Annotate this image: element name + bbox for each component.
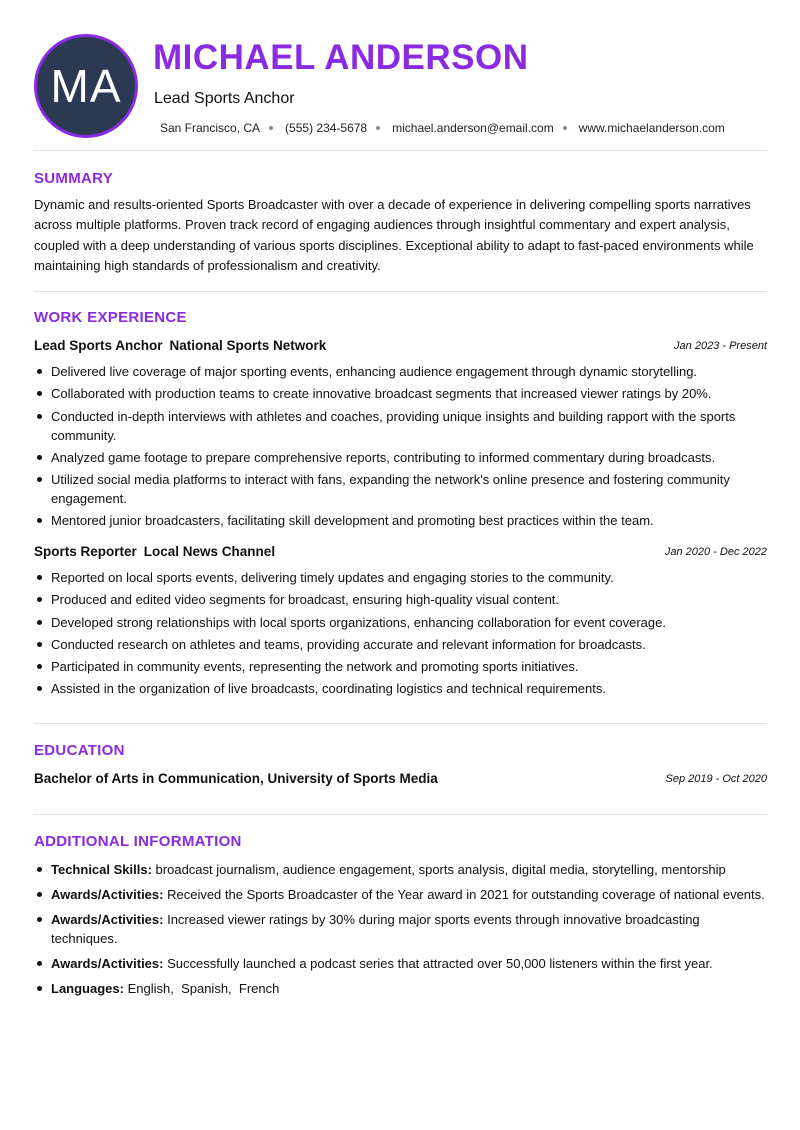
separator-dot: [376, 126, 380, 130]
list-item: [34, 910, 767, 948]
candidate-name: MICHAEL ANDERSON: [153, 38, 529, 77]
job-role-company: [34, 544, 275, 559]
work-experience-heading: WORK EXPERIENCE: [34, 309, 187, 326]
job-header: [34, 338, 767, 356]
list-item: Collaborated with production teams to create innovative broadcast segments that increased viewer ratings by 20%.: [34, 384, 767, 403]
summary-text: Dynamic and results-oriented Sports Broadcaster with over a decade of experience in delivering compelling sports narratives across multiple platforms. Proven track record of engaging audiences through insightful commentary and expert analysis, coupled with a deep understanding of various sports disciplines. Exceptional ability to adapt to fast-paced environments while maintaining high standards of professionalism and creativity.: [34, 197, 754, 273]
item-text: English, Spanish, French: [127, 981, 280, 996]
education-heading: EDUCATION: [34, 742, 125, 759]
separator-dot: [563, 126, 567, 130]
list-item: [34, 885, 767, 904]
item-label: Awards/Activities:: [51, 912, 164, 927]
item-text: Increased viewer ratings by 30% during major sports events through innovative broadcasting techniques.: [51, 912, 700, 946]
degree-text: Bachelor of Arts in Communication, University of Sports Media: [34, 771, 438, 786]
list-item: [34, 954, 767, 973]
item-label: Technical Skills:: [51, 862, 152, 877]
list-item: Developed strong relationships with local sports organizations, enhancing collaboration for event coverage.: [34, 613, 767, 632]
resume-header: [34, 34, 767, 138]
job-title: Lead Sports Anchor: [154, 90, 295, 107]
list-item: Delivered live coverage of major sporting events, enhancing audience engagement through dynamic storytelling.: [34, 362, 767, 381]
job-dates: Jan 2023 - Present: [674, 340, 767, 352]
item-text: Successfully launched a podcast series that attracted over 50,000 listeners within the first year.: [167, 956, 713, 971]
item-text: broadcast journalism, audience engagement, sports analysis, digital media, storytelling, mentorship: [155, 862, 726, 877]
list-item: Conducted in-depth interviews with athletes and coaches, providing unique insights and building rapport with the sports community.: [34, 407, 767, 445]
job-bullets: [34, 362, 767, 534]
item-label: Awards/Activities:: [51, 956, 164, 971]
website-link[interactable]: www.michaelanderson.com: [578, 121, 725, 135]
phone-text: (555) 234-5678: [285, 121, 368, 135]
job-company: National Sports Network: [169, 338, 327, 353]
job-dates: Jan 2020 - Dec 2022: [664, 546, 767, 558]
job-role-company: [34, 338, 326, 353]
separator-dot: [269, 126, 273, 130]
divider: [34, 723, 767, 724]
contact-line: [160, 121, 725, 135]
divider: [34, 150, 767, 151]
list-item: Analyzed game footage to prepare comprehensive reports, contributing to informed commentary during broadcasts.: [34, 448, 767, 467]
list-item: Mentored junior broadcasters, facilitating skill development and promoting best practices within the team.: [34, 511, 767, 530]
additional-info-heading: ADDITIONAL INFORMATION: [34, 833, 242, 850]
summary-heading: SUMMARY: [34, 170, 114, 187]
avatar: [34, 34, 138, 138]
job-company: Local News Channel: [143, 544, 276, 559]
list-item: Reported on local sports events, delivering timely updates and engaging stories to the community.: [34, 568, 767, 587]
location-text: San Francisco, CA: [160, 121, 261, 135]
list-item: Assisted in the organization of live broadcasts, coordinating logistics and technical requirements.: [34, 679, 767, 698]
divider: [34, 291, 767, 292]
list-item: [34, 979, 767, 998]
job-header: [34, 544, 767, 562]
item-text: Received the Sports Broadcaster of the Year award in 2021 for outstanding coverage of national events.: [167, 887, 765, 902]
divider: [34, 814, 767, 815]
education-dates: Sep 2019 - Oct 2020: [665, 773, 767, 785]
email-link[interactable]: michael.anderson@email.com: [392, 121, 554, 135]
list-item: [34, 860, 767, 879]
additional-info-list: [34, 860, 767, 1004]
job-bullets: [34, 568, 767, 702]
education-entry: [34, 771, 767, 789]
job-role: Sports Reporter: [34, 544, 137, 559]
job-role: Lead Sports Anchor: [34, 338, 163, 353]
item-label: Awards/Activities:: [51, 887, 164, 902]
item-label: Languages:: [51, 981, 124, 996]
list-item: Utilized social media platforms to interact with fans, expanding the network's online presence and fostering community engagement.: [34, 470, 767, 508]
list-item: Participated in community events, representing the network and promoting sports initiatives.: [34, 657, 767, 676]
list-item: Produced and edited video segments for broadcast, ensuring high-quality visual content.: [34, 590, 767, 609]
list-item: Conducted research on athletes and teams, providing accurate and relevant information for broadcasts.: [34, 635, 767, 654]
avatar-initials: MA: [50, 60, 122, 112]
